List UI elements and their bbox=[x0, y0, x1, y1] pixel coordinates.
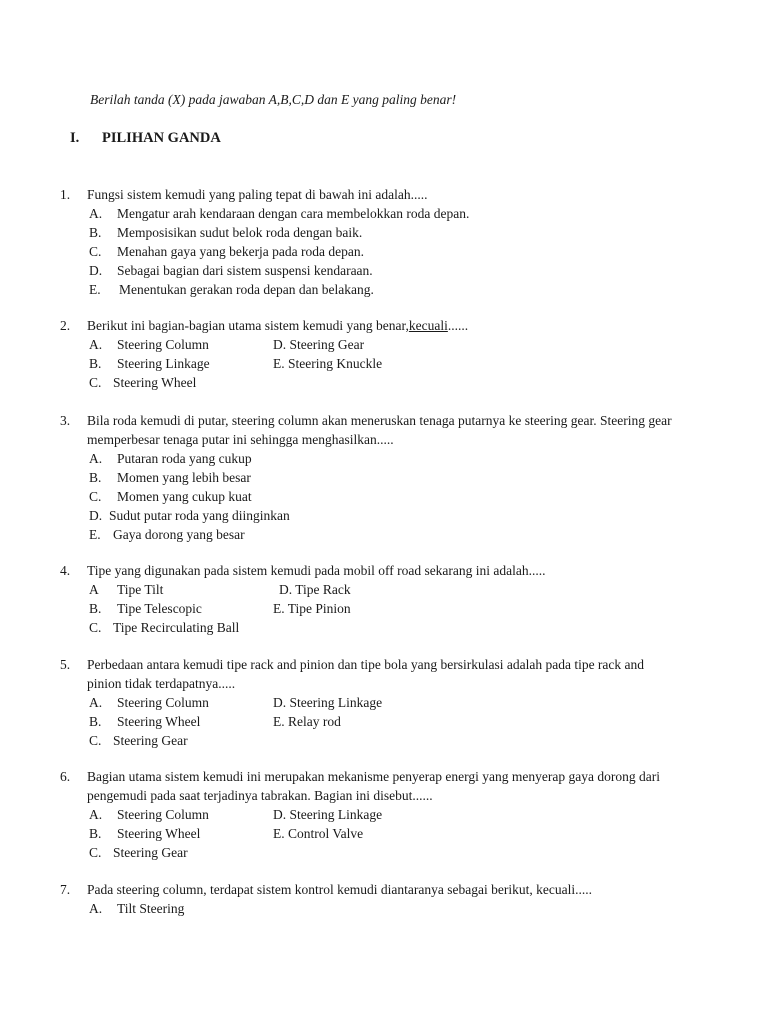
options-list bbox=[87, 899, 700, 918]
section-heading bbox=[70, 130, 221, 147]
option-row[interactable]: A. Steering Column D. Steering Linkage bbox=[89, 695, 383, 710]
option-row[interactable]: C. Steering Gear bbox=[89, 845, 188, 860]
option-a[interactable]: A. Putaran roda yang cukup bbox=[89, 451, 252, 466]
question-stem: 2. Berikut ini bagian-bagian utama sistem kemudi yang benar,kecuali...... bbox=[60, 318, 469, 333]
question-stem: 5. Perbedaan antara kemudi tipe rack and pinion dan tipe bola yang bersirkulasi adalah pada tipe rack and pinion tidak terdapatnya..... bbox=[60, 657, 645, 691]
option-row[interactable]: C. Tipe Recirculating Ball bbox=[89, 620, 240, 635]
option-b[interactable]: B. Memposisikan sudut belok roda dengan baik. bbox=[89, 225, 363, 240]
option-d[interactable]: D. Sudut putar roda yang diinginkan bbox=[89, 508, 290, 523]
instruction-text: Berilah tanda (X) pada jawaban A,B,C,D dan E yang paling benar! bbox=[90, 92, 457, 107]
question-number: 1. bbox=[60, 187, 71, 202]
option-row[interactable]: A Tipe Tilt D. Tipe Rack bbox=[89, 582, 351, 597]
option-a[interactable]: A. Mengatur arah kendaraan dengan cara membelokkan roda depan. bbox=[89, 206, 470, 221]
option-c[interactable]: C. Momen yang cukup kuat bbox=[89, 489, 252, 504]
option-row[interactable]: B. Steering Linkage E. Steering Knuckle bbox=[89, 356, 383, 371]
option-e[interactable]: E. Menentukan gerakan roda depan dan belakang. bbox=[89, 282, 374, 297]
option-d[interactable]: D. Sebagai bagian dari sistem suspensi kendaraan. bbox=[89, 263, 373, 278]
question-stem: 3. Bila roda kemudi di putar, steering column akan meneruskan tenaga putarnya ke steering gear. Steering gear memperbesar tenaga putar ini sehingga menghasilkan..... bbox=[60, 413, 672, 447]
question-4 bbox=[60, 561, 700, 637]
question-stem: 4. Tipe yang digunakan pada sistem kemudi pada mobil off road sekarang ini adalah..... bbox=[60, 563, 546, 578]
question-stem: 1. Fungsi sistem kemudi yang paling tepat di bawah ini adalah..... bbox=[60, 187, 428, 202]
option-row[interactable]: B. Tipe Telescopic E. Tipe Pinion bbox=[89, 601, 351, 616]
question-3 bbox=[60, 411, 700, 544]
options-list bbox=[87, 693, 700, 750]
options-list bbox=[87, 449, 700, 544]
question-5 bbox=[60, 655, 700, 750]
options-list bbox=[87, 805, 700, 862]
question-number: 2. bbox=[60, 318, 71, 333]
option-row[interactable]: B. Steering Wheel E. Control Valve bbox=[89, 826, 364, 841]
question-number: 4. bbox=[60, 563, 71, 578]
option-c[interactable]: C. Menahan gaya yang bekerja pada roda depan. bbox=[89, 244, 365, 259]
option-e[interactable]: E. Gaya dorong yang besar bbox=[89, 527, 245, 542]
options-list bbox=[87, 580, 700, 637]
question-2 bbox=[60, 316, 700, 392]
option-row[interactable]: C. Steering Gear bbox=[89, 733, 188, 748]
option-row[interactable]: A. Steering Column D. Steering Gear bbox=[89, 337, 365, 352]
underlined-keyword: kecuali bbox=[408, 318, 448, 333]
options-list bbox=[87, 204, 700, 299]
question-number: 5. bbox=[60, 657, 71, 672]
option-row[interactable]: B. Steering Wheel E. Relay rod bbox=[89, 714, 341, 729]
option-row[interactable]: A. Steering Column D. Steering Linkage bbox=[89, 807, 383, 822]
option-a[interactable]: A. Tilt Steering bbox=[89, 901, 185, 916]
section-number: I. bbox=[70, 130, 80, 146]
question-number: 3. bbox=[60, 413, 71, 428]
question-6 bbox=[60, 767, 700, 862]
question-stem: 6. Bagian utama sistem kemudi ini merupakan mekanisme penyerap energi yang menyerap gaya dorong dari pengemudi pada saat terjadinya tabrakan. Bagian ini disebut...... bbox=[60, 769, 660, 803]
section-title: PILIHAN GANDA bbox=[102, 130, 221, 146]
question-stem: 7. Pada steering column, terdapat sistem kontrol kemudi diantaranya sebagai berikut, kecuali..... bbox=[60, 882, 592, 897]
options-list bbox=[87, 335, 700, 392]
question-1 bbox=[60, 185, 700, 299]
option-b[interactable]: B. Momen yang lebih besar bbox=[89, 470, 251, 485]
option-row[interactable]: C. Steering Wheel bbox=[89, 375, 197, 390]
question-number: 6. bbox=[60, 769, 71, 784]
question-number: 7. bbox=[60, 882, 71, 897]
question-7 bbox=[60, 880, 700, 918]
